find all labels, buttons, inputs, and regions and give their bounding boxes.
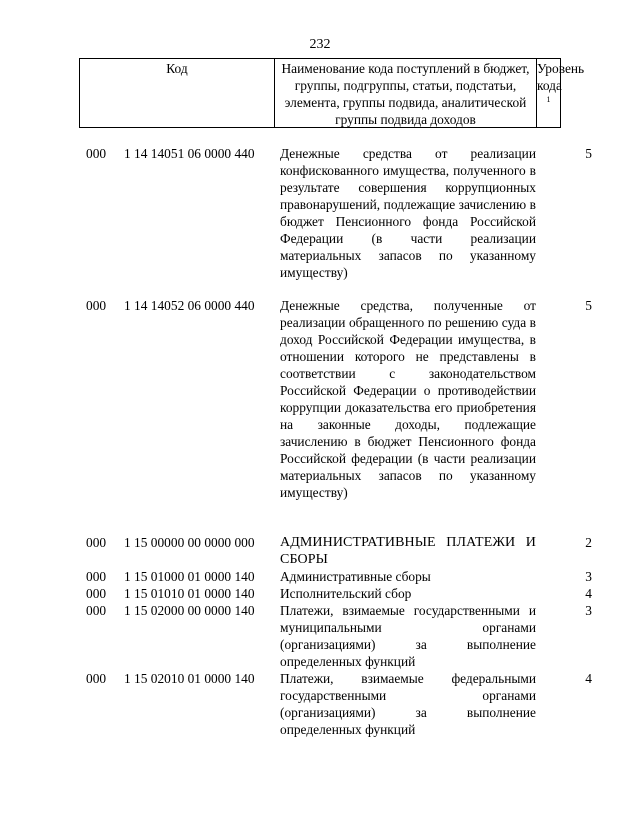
revenue-code: 1 15 01000 01 0000 140	[124, 569, 255, 584]
code-level: 3	[585, 569, 592, 584]
code-level: 5	[585, 298, 592, 313]
revenue-name: Денежные средства, полученные от реализации обращенного по решению суда в доход Российской Федерации имущества, в отношении которого не представлены в соответствии с законодательством Российской Федерации о противодействии коррупции доказательства его приобретения на законные доходы, подлежащие зачислению в бюджет Пенсионного фонда Российской федерации (в части реализации материальных запасов по указанному имуществу)	[280, 298, 536, 500]
header-level-footnote: 1	[546, 95, 551, 104]
revenue-code: 1 14 14052 06 0000 440	[124, 298, 255, 313]
revenue-code: 1 15 02000 00 0000 140	[124, 603, 255, 618]
header-name: Наименование кода поступлений в бюджет, группы, подгруппы, статьи, подстатьи, элемента, группы подвида, аналитической группы подвида доходов	[275, 59, 537, 127]
revenue-name: Исполнительский сбор	[280, 586, 412, 601]
table-row	[0, 145, 640, 297]
admin-code: 000	[86, 146, 107, 161]
table-body	[0, 145, 640, 738]
page-number: 232	[309, 37, 331, 52]
table-header	[79, 58, 585, 128]
admin-code: 000	[86, 569, 107, 584]
revenue-code: 1 15 01010 01 0000 140	[124, 586, 255, 601]
header-level	[537, 59, 585, 127]
revenue-name: Платежи, взимаемые государственными и муниципальными органами (организациями) за выполнение определенных функций	[280, 603, 536, 669]
table-row	[0, 585, 640, 602]
header-code: Код	[80, 59, 275, 127]
admin-code: 000	[86, 298, 107, 313]
table-row	[0, 602, 640, 670]
revenue-code: 1 15 02010 01 0000 140	[124, 671, 255, 686]
admin-code: 000	[86, 586, 107, 601]
admin-code: 000	[86, 535, 107, 550]
revenue-name: Денежные средства от реализации конфискованного имущества, полученного в результате совершения коррупционных правонарушений, подлежащие зачислению в бюджет Пенсионного фонда Российской Федерации (в части реализации материальных запасов по указанному имуществу)	[280, 146, 536, 280]
table-row	[0, 670, 640, 738]
table-row	[0, 297, 640, 534]
table-row	[0, 534, 640, 568]
code-level: 4	[585, 671, 592, 686]
revenue-code: 1 15 00000 00 0000 000	[124, 535, 255, 550]
code-level: 4	[585, 586, 592, 601]
revenue-name: Платежи, взимаемые федеральными государственными органами (организациями) за выполнение определенных функций	[280, 671, 536, 737]
revenue-name: Административные сборы	[280, 569, 431, 584]
code-level: 2	[585, 535, 592, 550]
admin-code: 000	[86, 603, 107, 618]
admin-code: 000	[86, 671, 107, 686]
revenue-code: 1 14 14051 06 0000 440	[124, 146, 255, 161]
code-level: 3	[585, 603, 592, 618]
revenue-name: АДМИНИСТРАТИВНЫЕ ПЛАТЕЖИ И СБОРЫ	[280, 535, 536, 567]
table-row	[0, 568, 640, 585]
header-level-label: Уровень кода	[537, 61, 585, 93]
code-level: 5	[585, 146, 592, 161]
